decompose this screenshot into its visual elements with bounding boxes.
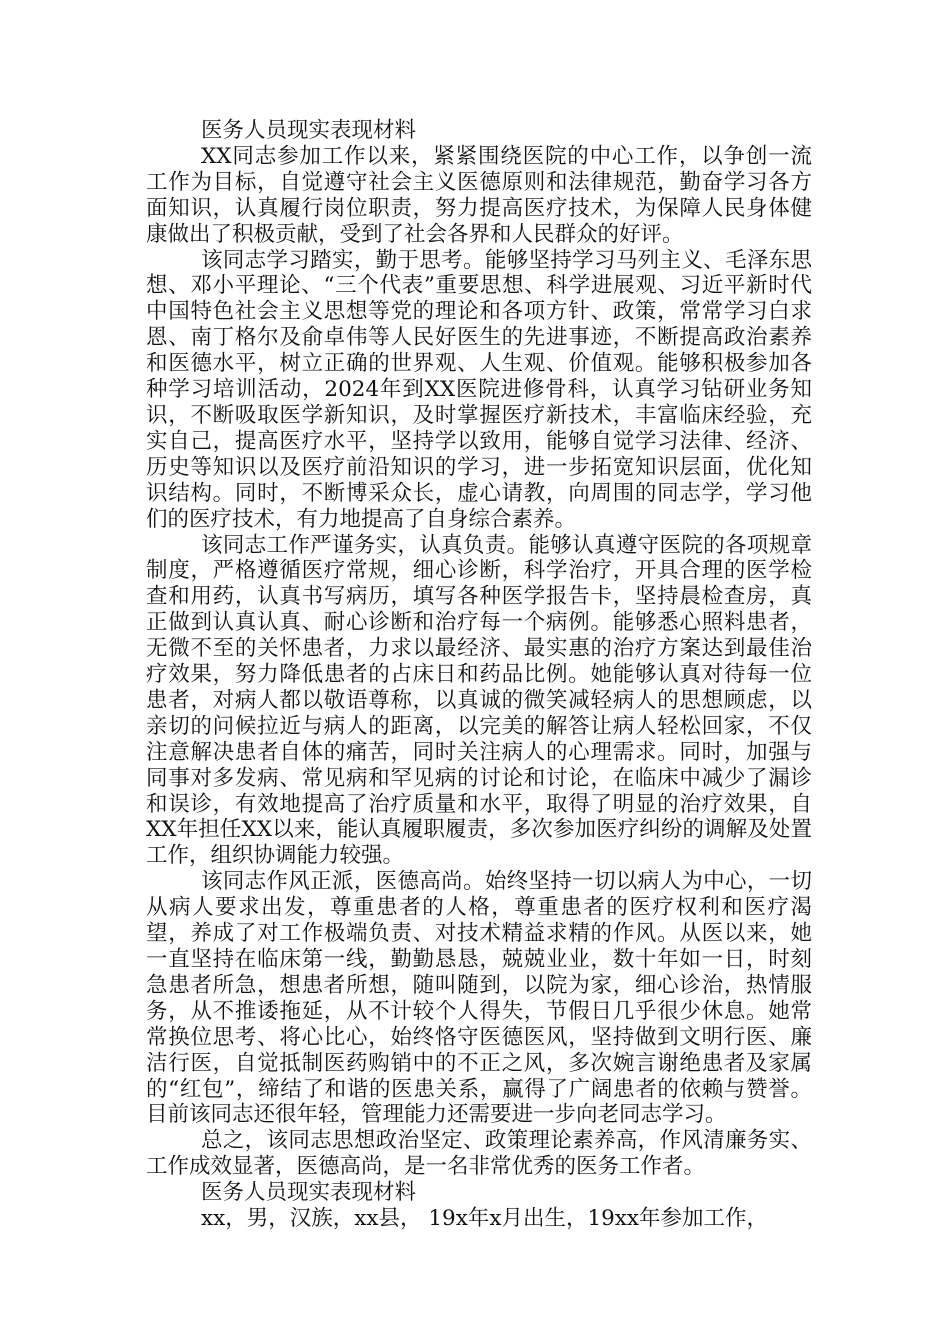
paragraph-conduct: 该同志作风正派，医德高尚。始终坚持一切以病人为中心，一切从病人要求出发，尊重患者的人格，尊重患者的医疗权利和医疗渴望，养成了对工作极端负责、对技术精益求精的作风。从医以来，她一直坚持在临床第一线，勤勤恳恳，兢兢业业，数十年如一日，时刻急患者所急，想患者所想，随叫随到，以院为家，细心诊治，热情服务，从不推诿拖延，从不计较个人得失，节假日几乎很少休息。她常常换位思考、将心比心，始终恪守医德医风，坚持做到文明行医、廉洁行医，自觉抵制医药购销中的不正之风，多次婉言谢绝患者及家属的“红包”，缔结了和谐的医患关系，赢得了广阔患者的依赖与赞誉。目前该同志还很年轻，管理能力还需要进一步向老同志学习。	[146, 869, 812, 1128]
paragraph-study: 该同志学习踏实，勤于思考。能够坚持学习马列主义、毛泽东思想、邓小平理论、“三个代表”重要思想、科学进展观、习近平新时代中国特色社会主义思想等党的理论和各项方针、政策，常常学习白求恩、南丁格尔及俞卓伟等人民好医生的先进事迹，不断提高政治素养和医德水平，树立正确的世界观、人生观、价值观。能够积极参加各种学习培训活动，2024年到XX医院进修骨科，认真学习钻研业务知识，不断吸取医学新知识，及时掌握医疗新技术，丰富临床经验，充实自己，提高医疗水平，坚持学以致用，能够自觉学习法律、经济、历史等知识以及医疗前沿知识的学习，进一步拓宽知识层面，优化知识结构。同时，不断博采众长，虚心请教，向周围的同志学，学习他们的医疗技术，有力地提高了自身综合素养。	[146, 247, 812, 532]
document-body	[146, 118, 812, 1232]
paragraph-work: 该同志工作严谨务实，认真负责。能够认真遵守医院的各项规章制度，严格遵循医疗常规，细心诊断，科学治疗，开具合理的医学检查和用药，认真书写病历，填写各种医学报告卡，坚持晨检查房，真正做到认真认真、耐心诊断和治疗每一个病例。能够悉心照料患者，无微不至的关怀患者，力求以最经济、最实惠的治疗方案达到最佳治疗效果，努力降低患者的占床日和药品比例。她能够认真对待每一位患者，对病人都以敬语尊称，以真诚的微笑减轻病人的思想顾虑，以亲切的问候拉近与病人的距离，以完美的解答让病人轻松回家，不仅注意解决患者自体的痛苦，同时关注病人的心理需求。同时，加强与同事对多发病、常见病和罕见病的讨论和讨论，在临床中减少了漏诊和误诊，有效地提高了治疗质量和水平，取得了明显的治疗效果，自XX年担任XX以来，能认真履职履责，多次参加医疗纠纷的调解及处置工作，组织协调能力较强。	[146, 532, 812, 869]
second-document-title: 医务人员现实表现材料	[201, 1180, 417, 1206]
paragraph-summary: 总之，该同志思想政治坚定、政策理论素养高，作风清廉务实、工作成效显著，医德高尚，是一名非常优秀的医务工作者。	[146, 1128, 812, 1180]
paragraph-intro: XX同志参加工作以来，紧紧围绕医院的中心工作，以争创一流工作为目标，自觉遵守社会主义医德原则和法律规范，勤奋学习各方面知识，认真履行岗位职责，努力提高医疗技术，为保障人民身体健康做出了积极贡献，受到了社会各界和人民群众的好评。	[146, 143, 812, 247]
paragraph-second-intro: xx，男，汉族，xx县， 19x年x月出生，19xx年参加工作，	[201, 1206, 769, 1232]
document-title: 医务人员现实表现材料	[201, 118, 417, 143]
